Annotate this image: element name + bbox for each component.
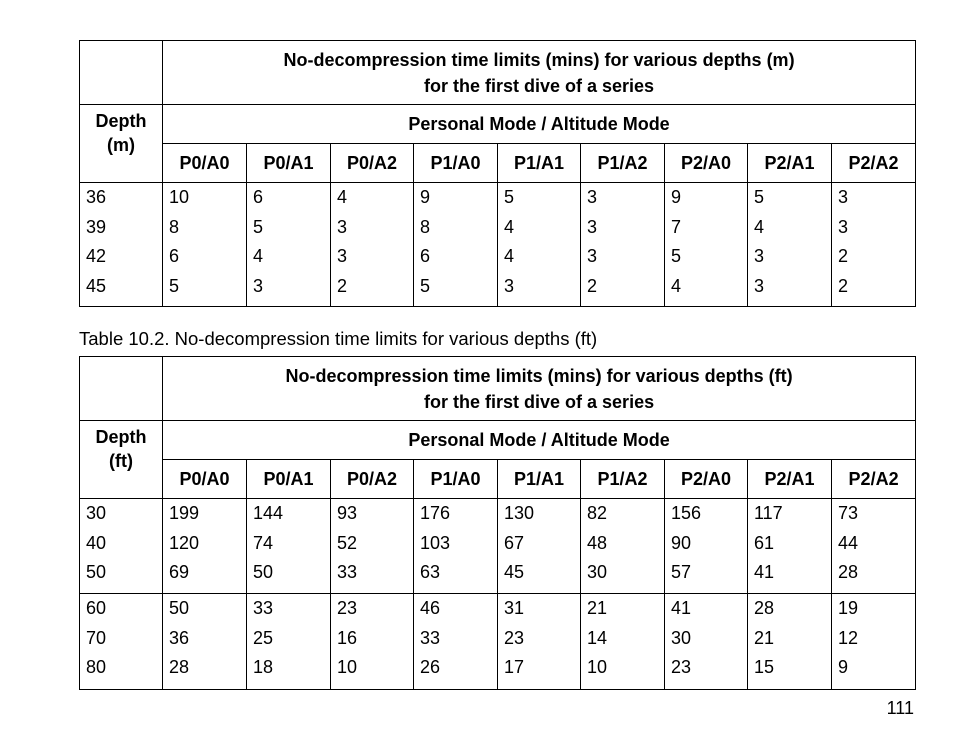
limit-value: 30 — [671, 627, 692, 648]
limit-cell — [748, 183, 832, 307]
limit-value: 46 — [420, 598, 441, 618]
limit-value: 3 — [253, 275, 264, 296]
limit-value: 4 — [504, 216, 515, 237]
limit-cell — [665, 594, 748, 690]
limit-value: 93 — [337, 503, 358, 523]
limit-value: 8 — [420, 216, 431, 237]
column-header: P1/A0 — [414, 144, 498, 183]
column-header: P2/A0 — [665, 460, 748, 499]
limit-cell — [581, 499, 665, 594]
depth-header-line2: (ft) — [109, 451, 133, 471]
limit-value: 67 — [504, 532, 525, 553]
limit-value: 52 — [337, 532, 358, 553]
limit-value: 10 — [587, 657, 608, 677]
limit-value: 18 — [253, 657, 274, 677]
limit-cell — [748, 499, 832, 594]
limit-value: 23 — [671, 657, 692, 677]
limit-cell — [498, 183, 581, 307]
limit-value: 19 — [838, 598, 859, 618]
limit-value: 28 — [838, 562, 859, 582]
depth-cell — [80, 183, 163, 307]
table-title-line1: No-decompression time limits (mins) for various depths (m) — [283, 49, 795, 70]
table-caption: Table 10.2. No-decompression time limits for various depths (ft) — [79, 328, 598, 349]
limit-cell — [832, 183, 916, 307]
limit-value: 33 — [337, 562, 358, 582]
table-title-line1: No-decompression time limits (mins) for various depths (ft) — [285, 365, 793, 386]
column-header: P1/A0 — [414, 460, 498, 499]
limit-value: 4 — [337, 187, 348, 207]
limit-cell — [163, 499, 247, 594]
limit-value: 117 — [754, 503, 783, 523]
column-header: P0/A0 — [163, 460, 247, 499]
column-header: P0/A0 — [163, 144, 247, 183]
limit-value: 3 — [587, 216, 598, 237]
limit-value: 9 — [671, 187, 682, 207]
depth-header-line1: Depth — [95, 427, 147, 447]
limit-value: 144 — [253, 503, 284, 523]
limit-value: 61 — [754, 532, 775, 553]
limit-value: 10 — [337, 657, 358, 677]
table-title — [163, 41, 916, 105]
limit-value: 3 — [337, 216, 348, 237]
limit-value: 44 — [838, 532, 859, 553]
depth-cell — [80, 594, 163, 690]
limit-value: 21 — [754, 627, 775, 648]
limit-value: 73 — [838, 503, 859, 523]
limit-value: 17 — [504, 657, 525, 677]
depth-value: 30 — [86, 503, 107, 523]
limit-value: 63 — [420, 562, 441, 582]
limit-value: 5 — [253, 216, 264, 237]
column-header: P2/A2 — [832, 144, 916, 183]
limit-value: 2 — [337, 275, 348, 296]
limit-value: 3 — [754, 275, 765, 296]
column-header: P1/A1 — [498, 144, 581, 183]
column-header: P0/A2 — [331, 460, 414, 499]
depth-value: 80 — [86, 657, 107, 677]
limit-value: 6 — [420, 246, 431, 266]
limit-value: 41 — [754, 562, 775, 582]
limit-value: 2 — [838, 275, 849, 296]
limit-cell — [163, 594, 247, 690]
column-header: P0/A2 — [331, 144, 414, 183]
column-header: P1/A2 — [581, 460, 665, 499]
column-header: P2/A0 — [665, 144, 748, 183]
column-header-row — [80, 144, 916, 183]
depth-header — [80, 105, 163, 183]
limit-value: 30 — [587, 562, 608, 582]
limit-value: 5 — [504, 187, 515, 207]
depth-value: 42 — [86, 246, 107, 266]
limit-cell — [414, 499, 498, 594]
limit-value: 45 — [504, 562, 525, 582]
depth-value: 45 — [86, 275, 107, 296]
limit-value: 50 — [169, 598, 190, 618]
limit-value: 2 — [838, 246, 849, 266]
limit-value: 176 — [420, 503, 451, 523]
limit-value: 21 — [587, 598, 608, 618]
limit-value: 3 — [838, 187, 849, 207]
limit-value: 69 — [169, 562, 190, 582]
limit-value: 4 — [754, 216, 765, 237]
depth-value: 70 — [86, 627, 107, 648]
mode-header: Personal Mode / Altitude Mode — [163, 421, 916, 460]
limit-value: 4 — [504, 246, 515, 266]
limit-value: 15 — [754, 657, 775, 677]
limit-value: 41 — [671, 598, 692, 618]
limit-value: 4 — [253, 246, 264, 266]
depth-value: 40 — [86, 532, 107, 553]
limit-value: 5 — [420, 275, 431, 296]
limit-cell — [581, 594, 665, 690]
limit-value: 74 — [253, 532, 274, 553]
limit-value: 2 — [587, 275, 598, 296]
limit-cell — [247, 499, 331, 594]
limit-value: 6 — [169, 246, 180, 266]
data-row-group — [80, 183, 916, 307]
limit-value: 199 — [169, 503, 200, 523]
limit-cell — [331, 183, 414, 307]
limit-value: 10 — [169, 187, 190, 207]
depth-value: 36 — [86, 187, 107, 207]
limit-value: 23 — [337, 598, 358, 618]
column-header: P2/A2 — [832, 460, 916, 499]
limit-cell — [832, 594, 916, 690]
limit-value: 3 — [504, 275, 515, 296]
depth-header-line2: (m) — [107, 135, 135, 155]
limit-value: 26 — [420, 657, 441, 677]
limit-value: 103 — [420, 532, 451, 553]
depth-header-line1: Depth — [95, 111, 147, 131]
table-title-line2: for the first dive of a series — [424, 391, 655, 412]
limit-value: 57 — [671, 562, 692, 582]
limit-value: 5 — [754, 187, 765, 207]
limit-cell — [331, 594, 414, 690]
limit-value: 28 — [169, 657, 190, 677]
limit-value: 120 — [169, 532, 200, 553]
limit-value: 9 — [838, 657, 849, 677]
limit-value: 9 — [420, 187, 431, 207]
limit-value: 82 — [587, 503, 608, 523]
limit-value: 28 — [754, 598, 775, 618]
depth-value: 50 — [86, 562, 107, 582]
limit-cell — [331, 499, 414, 594]
page-number: 111 — [886, 698, 914, 718]
column-header: P2/A1 — [748, 460, 832, 499]
limit-cell — [498, 499, 581, 594]
limit-value: 33 — [420, 627, 441, 648]
column-header: P1/A1 — [498, 460, 581, 499]
column-header-row — [80, 460, 916, 499]
limit-cell — [163, 183, 247, 307]
limit-value: 3 — [337, 246, 348, 266]
column-header: P0/A1 — [247, 460, 331, 499]
depth-value: 39 — [86, 216, 107, 237]
limit-value: 156 — [671, 503, 702, 523]
column-header: P2/A1 — [748, 144, 832, 183]
limit-value: 31 — [504, 598, 525, 618]
depth-table-feet — [79, 356, 916, 690]
depth-cell — [80, 499, 163, 594]
limit-value: 3 — [587, 246, 598, 266]
limit-value: 3 — [838, 216, 849, 237]
column-header: P1/A2 — [581, 144, 665, 183]
limit-value: 8 — [169, 216, 180, 237]
limit-cell — [498, 594, 581, 690]
limit-cell — [247, 594, 331, 690]
limit-value: 12 — [838, 627, 859, 648]
column-header: P0/A1 — [247, 144, 331, 183]
limit-value: 23 — [504, 627, 525, 648]
limit-value: 36 — [169, 627, 190, 648]
limit-value: 3 — [587, 187, 598, 207]
limit-value: 14 — [587, 627, 608, 648]
limit-cell — [581, 183, 665, 307]
limit-cell — [748, 594, 832, 690]
limit-value: 33 — [253, 598, 274, 618]
limit-value: 50 — [253, 562, 274, 582]
table-title-line2: for the first dive of a series — [423, 75, 655, 96]
limit-value: 6 — [253, 187, 264, 207]
limit-value: 16 — [337, 627, 358, 648]
mode-header: Personal Mode / Altitude Mode — [163, 105, 916, 144]
limit-value: 3 — [754, 246, 765, 266]
limit-value: 5 — [671, 246, 682, 266]
limit-value: 90 — [671, 532, 692, 553]
limit-value: 4 — [671, 275, 682, 296]
table-title — [163, 357, 916, 421]
limit-value: 130 — [504, 503, 535, 523]
data-row-group — [80, 594, 916, 690]
limit-cell — [247, 183, 331, 307]
limit-value: 48 — [587, 532, 608, 553]
limit-value: 25 — [253, 627, 274, 648]
depth-table-meters — [79, 40, 916, 307]
corner-cell — [80, 41, 163, 105]
limit-cell — [414, 183, 498, 307]
limit-cell — [832, 499, 916, 594]
depth-value: 60 — [86, 598, 107, 618]
limit-value: 7 — [671, 216, 682, 237]
depth-header — [80, 421, 163, 499]
limit-cell — [665, 499, 748, 594]
limit-cell — [665, 183, 748, 307]
limit-value: 5 — [169, 275, 180, 296]
data-row-group — [80, 499, 916, 594]
corner-cell — [80, 357, 163, 421]
limit-cell — [414, 594, 498, 690]
